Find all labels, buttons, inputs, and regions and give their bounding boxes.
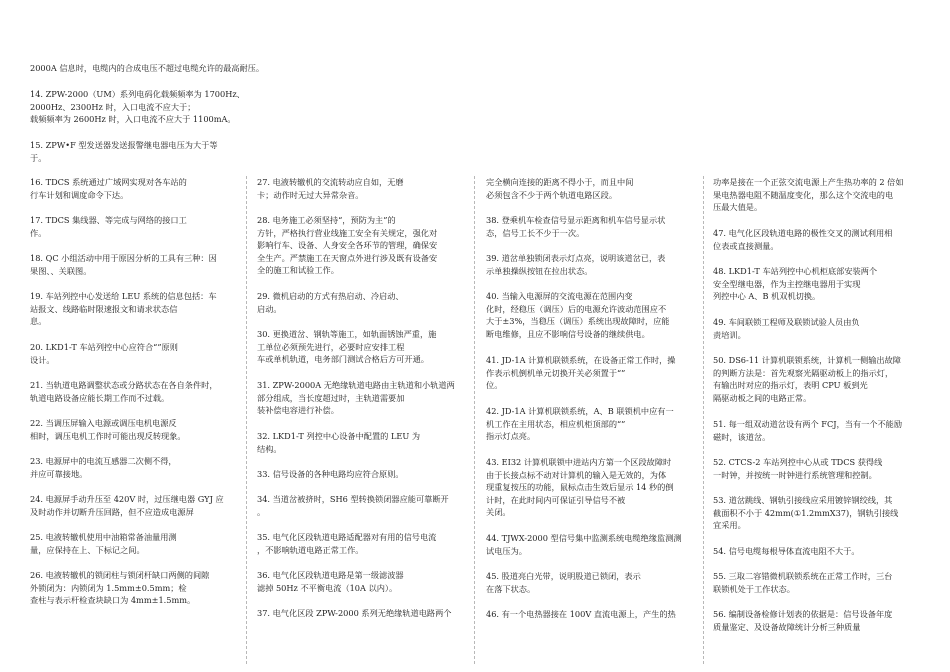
question-item: 15. ZPW•F 型发送器发送报警继电器电压为大于等 于。	[30, 140, 218, 163]
question-item: 29. 微机启动的方式有热启动、冷启动、 启动。	[257, 291, 404, 314]
question-item: 25. 电液转辙机使用中油箱常备油量用测 量，应保持在上、下标记之间。	[30, 532, 177, 555]
column-divider	[703, 176, 704, 664]
question-item: 26. 电液转辙机的锁闭柱与锁闭杆缺口两侧的间隙 外锁闭为：内锁闭为 1.5mm±0.5mm；检 查柱与表示杆检查块缺口为 4mm±1.5mm。	[30, 570, 210, 606]
question-item: 56. 编制设备检修计划表的依据是：信号设备年度 质量鉴定、及设备故障统计分析三种质量	[713, 609, 893, 632]
question-item: 37. 电气化区段 ZPW-2000 系列无绝缘轨道电路两个	[257, 608, 452, 618]
question-item: 2000A 信息时，电缆内的合成电压不超过电缆允许的最高耐压。	[30, 63, 265, 73]
question-item: 55. 三取二容错微机联锁系统在正常工作时，三台 联锁机处于工作状态。	[713, 571, 893, 594]
question-item: 50. DS6-11 计算机联锁系统，计算机一侧输出故障 的判断方法是：首先观察光隔驱动板上的指示灯， 有输出时对应的指示灯，表明 CPU 板到光 隔驱动板之间的电路正常。	[713, 355, 901, 403]
question-item: 40. 当输入电源屏的交流电源在范围内变 化时，经稳压（调压）后的电源允许波动范围应不 大于±3%，当稳压（调压）系统出现故障时，应能 断电维修，且应不影响信号设备的继续供电。	[486, 291, 670, 339]
question-item: 52. CTCS-2 车站列控中心从或 TDCS 获得线 一时钟，并按统一时钟进行系统管理和控制。	[713, 457, 883, 480]
question-item: 21. 当轨道电路调整状态或分路状态在各自条件时， 轨道电路设备应能长期工作而不过载。	[30, 380, 218, 403]
question-item: 54. 信号电缆每根导体直流电阻不大于。	[713, 546, 860, 556]
question-item: 42. JD-1A 计算机联锁系统，A、B 联锁机中应有一 机工作在主用状态，相应机柜顶部的“” 指示灯点亮。	[486, 406, 674, 442]
question-item: 47. 电气化区段轨道电路的极性交叉的测试利用相 位表或直接测量。	[713, 228, 893, 251]
question-item: 41. JD-1A 计算机联锁系统，在设备正常工作时，操 作表示机倒机单元切换开关必须置于“” 位。	[486, 355, 676, 391]
question-item: 31. ZPW-2000A 无绝缘轨道电路由主轨道和小轨道两 部分组成，当长度超过时，主轨道需要加 装补偿电容进行补偿。	[257, 380, 455, 416]
question-item: 16. TDCS 系统通过广域网实现对各车站的 行车计划和调度命令下达。	[30, 177, 187, 200]
question-item: 32. LKD1-T 列控中心设备中配置的 LEU 为 结构。	[257, 431, 421, 454]
question-item: 48. LKD1-T 车站列控中心机柜底部安装两个 安全型继电器，作为主控继电器用于实现 列控中心 A、B 机双机切换。	[713, 266, 878, 302]
question-item: 27. 电液转辙机的交流转动应自如，无磨 卡；动作时无过大异常杂音。	[257, 177, 404, 200]
question-item: 23. 电源屏中的电流互感器二次侧不得， 并应可靠接地。	[30, 456, 177, 479]
question-item: 51. 每一组双动道岔设有两个 FCJ，当有一个不能励 磁时，该道岔。	[713, 419, 903, 442]
question-item: 38. 登乘机车检查信号显示距离和机车信号显示状 态，信号工长不少于一次。	[486, 215, 666, 238]
question-item: 功率是接在一个正弦交流电源上产生热功率的 2 倍如 果电热器电阻不随温度变化，那么这个交流电的电 压最大值是。	[713, 177, 904, 213]
question-item: 17. TDCS 集线器、等完成与网络的接口工 作。	[30, 215, 187, 238]
question-item: 39. 道岔单独锁闭表示灯点亮，说明该道岔已，表 示单独操纵按钮在拉出状态。	[486, 253, 666, 276]
question-item: 35. 电气化区段轨道电路适配器对有用的信号电流 ，不影响轨道电路正常工作。	[257, 532, 437, 555]
question-item: 19. 车站列控中心发送给 LEU 系统的信息包括：车 站报文、线路临时限速报文和请求状态信 息。	[30, 291, 217, 327]
question-item: 28. 电务施工必须坚持“，预防为主”的 方针，严格执行营业线施工安全有关规定，强化对 影响行车、设备、人身安全各环节的管理，确保安 全生产。严禁施工在天窗点外进行涉及既有设备安 全的施工和试验工作。	[257, 215, 438, 276]
question-item: 14. ZPW-2000（UM）系列电码化载频频率为 1700Hz、 2000Hz、2300Hz 时，入口电流不应大于； 载频频率为 2600Hz 时，入口电流不应大于 1100mA。	[30, 89, 245, 125]
question-item: 46. 有一个电热器接在 100V 直流电源上，产生的热	[486, 609, 676, 619]
question-item: 49. 车间联锁工程师及联锁试验人员由负 责培训。	[713, 317, 860, 340]
question-item: 43. EI32 计算机联锁中进站内方第一个区段故障时 由于长接点标不动对计算机的输入是无效的，为体 现重复按压的功能，鼠标点击生效后显示 14 秒的倒 计时，在此时间内可保证引导信号不被 关闭。	[486, 457, 674, 518]
question-item: 33. 信号设备的各种电路均应符合原则。	[257, 469, 404, 479]
question-item: 53. 道岔跳线、钢轨引接线应采用镀锌钢绞线，其 截面积不小于 42mm(①1.2mmX37)，钢轨引接线 宜采用。	[713, 495, 899, 531]
question-item: 完全横向连接的距离不得小于，而且中间 必须包含不少于两个轨道电路区段。	[486, 177, 634, 200]
question-item: 24. 电源屏手动升压至 420V 时，过压继电器 GYJ 应 及时动作并切断升压回路，但不应造成电源屏	[30, 494, 224, 517]
column-divider	[246, 176, 247, 664]
question-item: 20. LKD1-T 车站列控中心应符合“”原则 设计。	[30, 342, 178, 365]
question-item: 45. 股道亮白光带，说明股道已锁闭，表示 在落下状态。	[486, 571, 641, 594]
column-divider	[474, 176, 475, 664]
question-item: 18. QC 小组活动中用于原因分析的工具有三种：因 果图、、关联图。	[30, 253, 217, 276]
question-item: 44. TJWX-2000 型信号集中监测系统电缆绝缘监测测 试电压为。	[486, 533, 682, 556]
question-item: 36. 电气化区段轨道电路是第一级滤波器 滤掉 50Hz 不平衡电流（10A 以内）。	[257, 570, 404, 593]
question-item: 34. 当道岔被挤时，SH6 型转换锁闭器应能可靠断开 。	[257, 494, 449, 517]
question-item: 30. 更换道岔、钢轨等施工，如轨面锈蚀严重，施 工单位必须预先进行，必要时应安排工程 车或单机轨道，电务部门测试合格后方可开通。	[257, 329, 437, 365]
question-item: 22. 当调压屏输入电源或调压电机电源反 相时，调压电机工作时可能出现反转现象。	[30, 418, 186, 441]
